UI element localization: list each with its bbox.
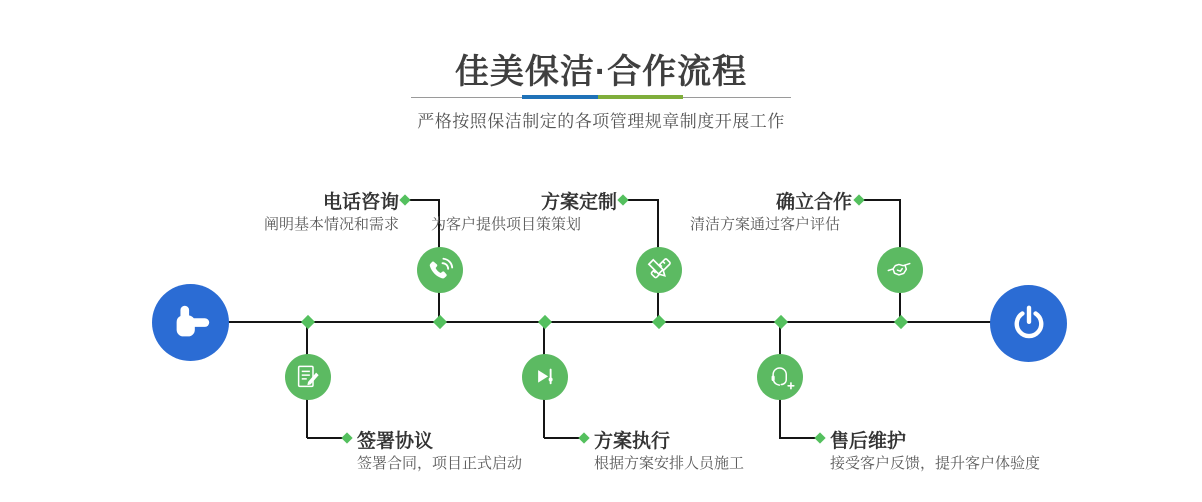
step-desc-after-sales: 接受客户反馈，提升客户体验度 [830, 455, 1041, 472]
label-diamond-icon [814, 432, 825, 443]
junction-diamond-icon [301, 315, 315, 329]
node-plan-execute [522, 354, 568, 400]
phone-call-icon [425, 255, 455, 285]
connector-line [779, 437, 816, 439]
connector-line [307, 437, 343, 439]
handshake-icon [885, 255, 915, 285]
node-plan-custom [636, 247, 682, 293]
start-node [152, 284, 229, 361]
power-icon [1008, 303, 1050, 345]
junction-diamond-icon [538, 315, 552, 329]
label-diamond-icon [341, 432, 352, 443]
label-diamond-icon [853, 194, 864, 205]
connector-line [863, 199, 901, 201]
label-diamond-icon [617, 194, 628, 205]
divider-blue-segment [522, 95, 598, 99]
title-divider [411, 95, 791, 100]
junction-diamond-icon [894, 315, 908, 329]
execute-play-icon [530, 362, 560, 392]
node-establish-cooperation [877, 247, 923, 293]
page-title: 佳美保洁·合作流程 [454, 53, 748, 91]
page-subtitle: 严格按照保洁制定的各项管理规章制度开展工作 [417, 112, 785, 131]
step-desc-establish-cooperation: 清洁方案通过客户评估 [689, 216, 840, 233]
end-node [990, 285, 1067, 362]
step-desc-sign-agreement: 签署合同，项目正式启动 [357, 455, 523, 472]
connector-line [409, 199, 440, 201]
step-title-phone-consult: 电话咨询 [322, 192, 399, 213]
node-after-sales [757, 354, 803, 400]
contract-signing-icon [293, 362, 323, 392]
junction-diamond-icon [433, 315, 447, 329]
connector-line [544, 437, 580, 439]
step-title-sign-agreement: 签署协议 [357, 431, 434, 452]
step-title-plan-custom: 方案定制 [540, 192, 617, 213]
node-sign-agreement [285, 354, 331, 400]
divider-green-segment [598, 95, 683, 99]
node-phone-consult [417, 247, 463, 293]
connector-line [627, 199, 659, 201]
junction-diamond-icon [774, 315, 788, 329]
step-title-establish-cooperation: 确立合作 [775, 192, 852, 213]
label-diamond-icon [578, 432, 589, 443]
step-title-plan-execute: 方案执行 [594, 431, 671, 452]
customer-service-plus-icon [765, 362, 795, 392]
step-desc-plan-custom: 为客户提供项目策策划 [430, 216, 581, 233]
pencil-ruler-icon [644, 255, 674, 285]
junction-diamond-icon [652, 315, 666, 329]
pointing-hand-icon [168, 300, 214, 346]
step-title-after-sales: 售后维护 [830, 431, 907, 452]
label-diamond-icon [399, 194, 410, 205]
step-desc-plan-execute: 根据方案安排人员施工 [594, 455, 745, 472]
step-desc-phone-consult: 阐明基本情况和需求 [263, 216, 399, 233]
